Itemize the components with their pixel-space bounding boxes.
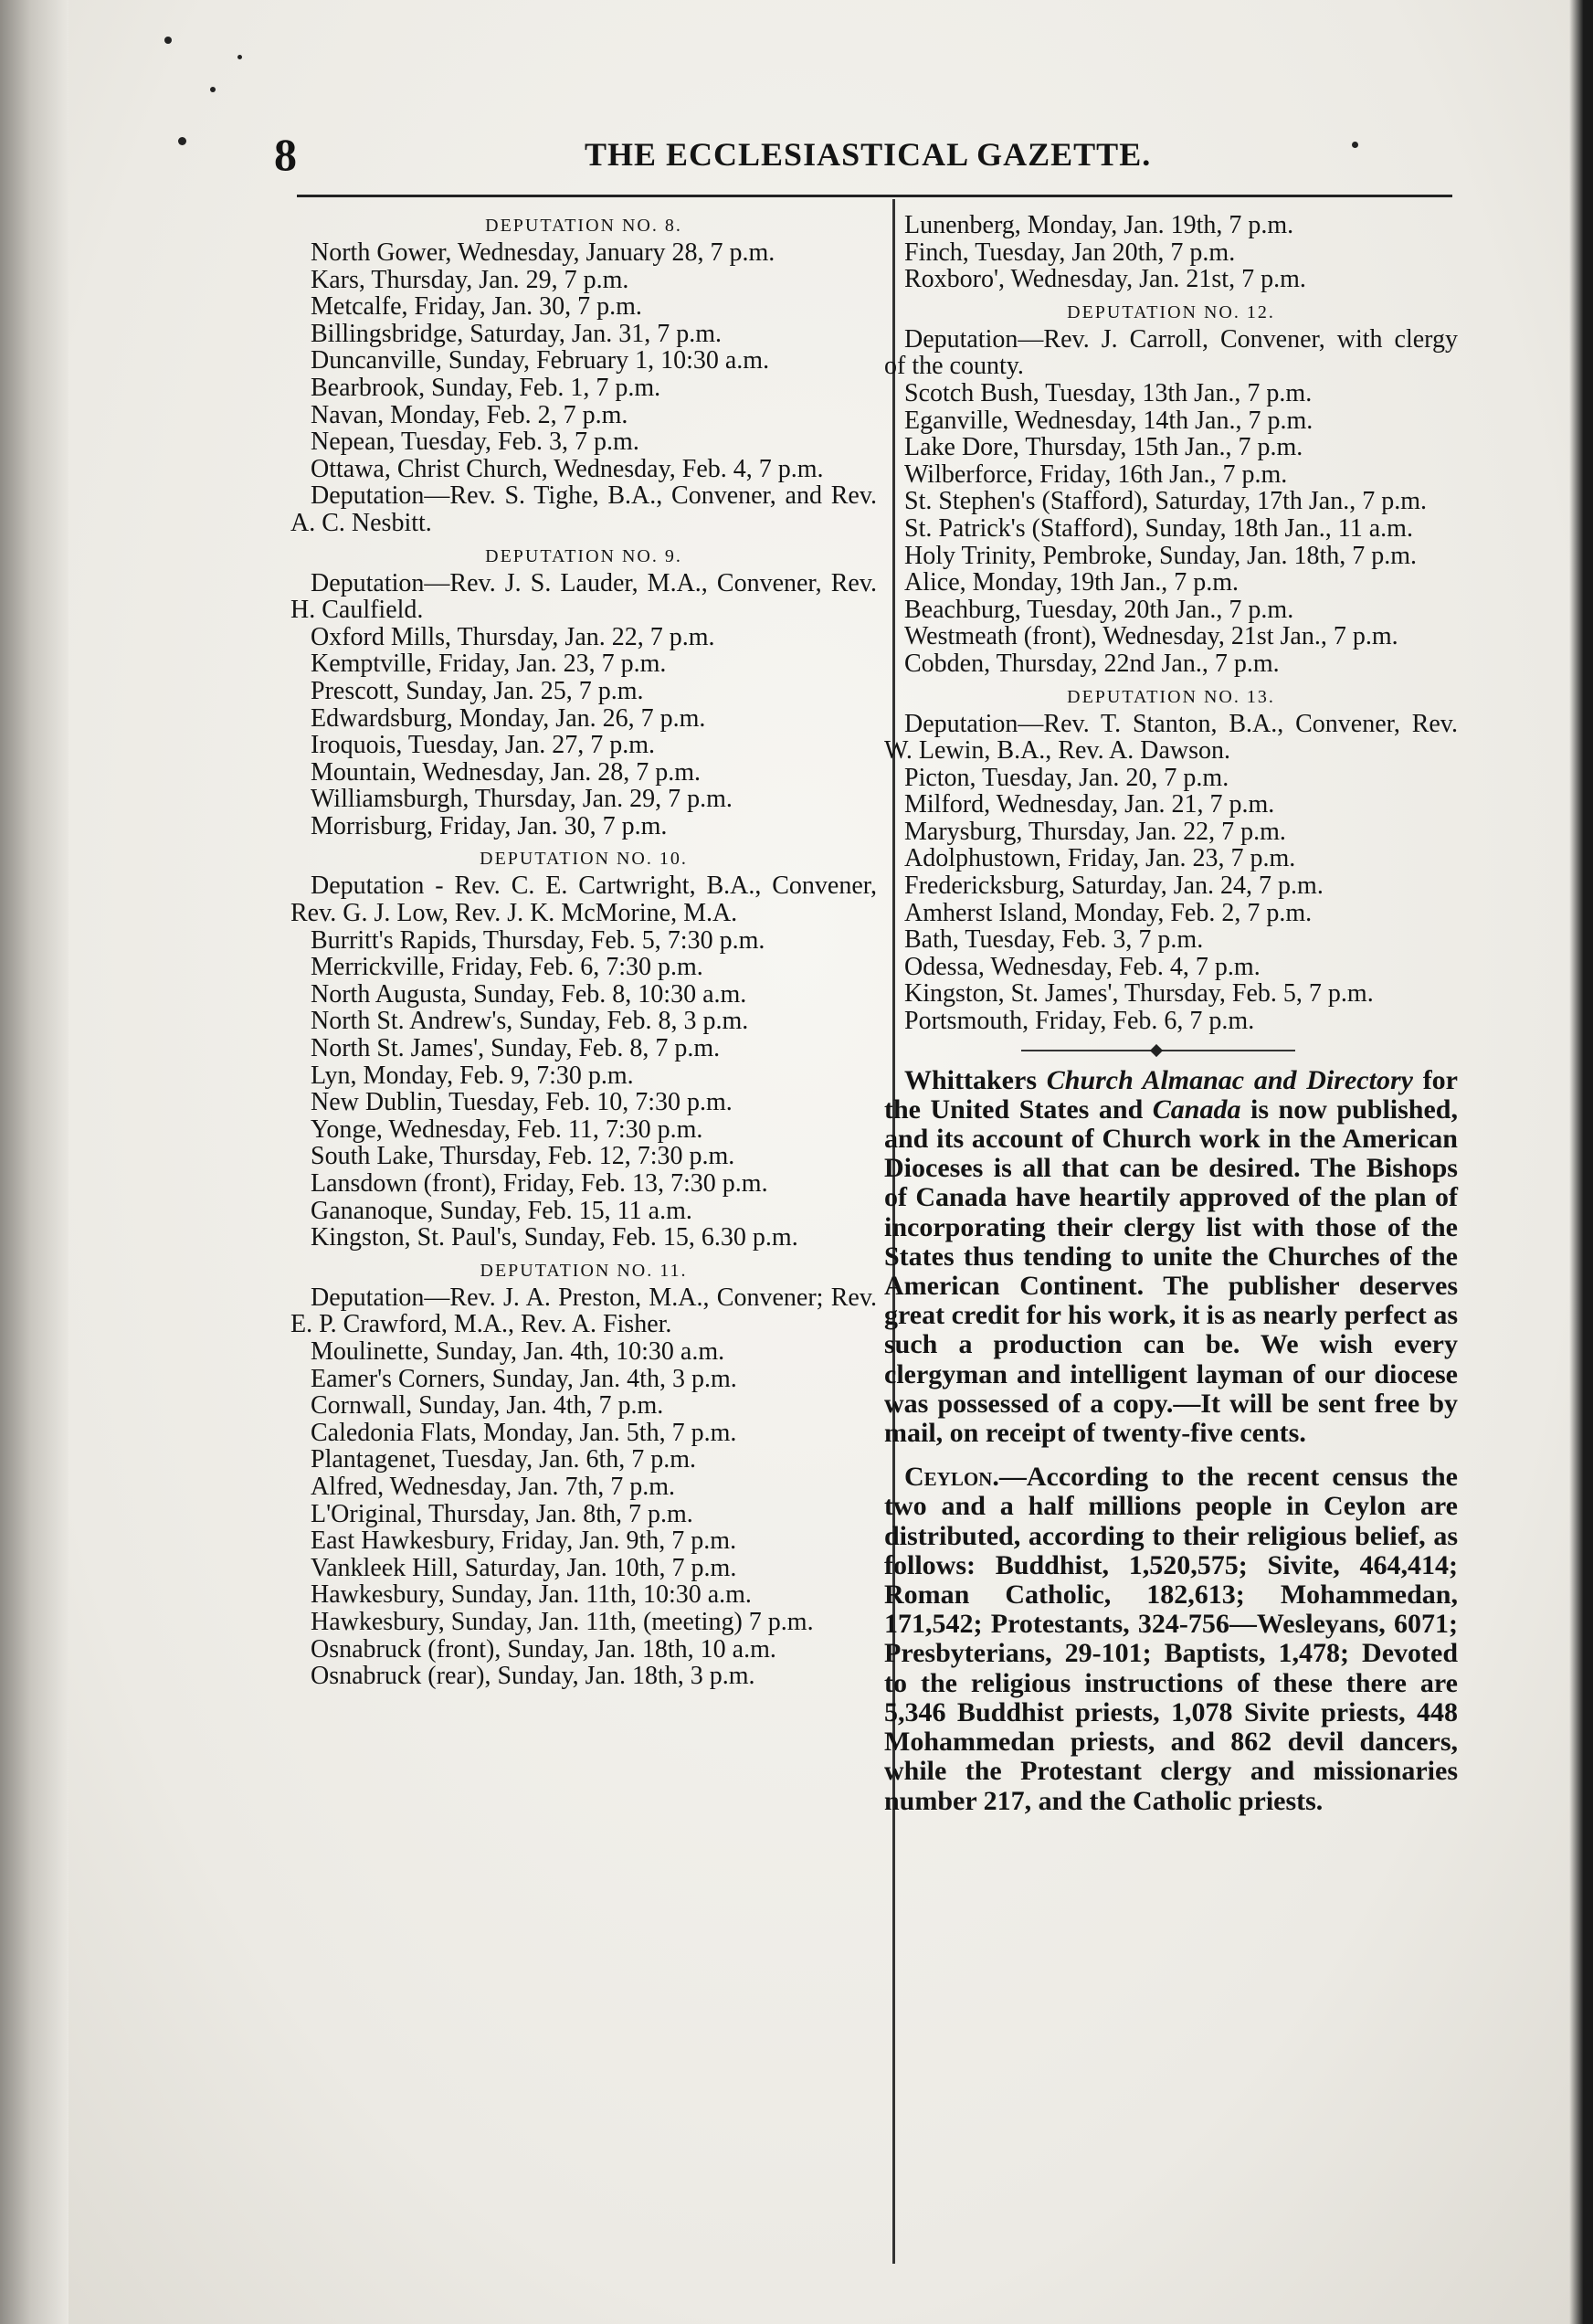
publication-title: THE ECCLESIASTICAL GAZETTE.	[585, 136, 1152, 173]
schedule-entry: Deputation - Rev. C. E. Cartwright, B.A., Convener, Rev. G. J. Low, Rev. J. K. McMorine, M.A.	[290, 872, 877, 928]
schedule-entry: Alice, Monday, 19th Jan., 7 p.m.	[904, 568, 1240, 597]
schedule-entry: Osnabruck (rear), Sunday, Jan. 18th, 3 p.m.	[311, 1662, 755, 1691]
header-rule	[297, 195, 1452, 197]
ceylon-lead: Ceylon.	[904, 1462, 999, 1493]
schedule-entry: Lunenberg, Monday, Jan. 19th, 7 p.m.	[904, 211, 1294, 239]
schedule-entry: New Dublin, Tuesday, Feb. 10, 7:30 p.m.	[311, 1088, 733, 1117]
schedule-entry: Lake Dore, Thursday, 15th Jan., 7 p.m.	[904, 433, 1303, 462]
ink-speck	[210, 87, 216, 92]
schedule-entry: North Augusta, Sunday, Feb. 8, 10:30 a.m.	[311, 979, 747, 1009]
schedule-entry: Metcalfe, Friday, Jan. 30, 7 p.m.	[311, 292, 642, 322]
schedule-entry: Yonge, Wednesday, Feb. 11, 7:30 p.m.	[311, 1114, 703, 1144]
schedule-entry: South Lake, Thursday, Feb. 12, 7:30 p.m.	[311, 1142, 735, 1171]
schedule-entry: Finch, Tuesday, Jan 20th, 7 p.m.	[904, 238, 1236, 267]
ink-speck	[178, 137, 186, 145]
schedule-entry: Mountain, Wednesday, Jan. 28, 7 p.m.	[311, 757, 702, 787]
schedule-entry: Cobden, Thursday, 22nd Jan., 7 p.m.	[904, 649, 1280, 678]
schedule-entry: Caledonia Flats, Monday, Jan. 5th, 7 p.m.	[311, 1418, 737, 1447]
schedule-entry: Deputation—Rev. T. Stanton, B.A., Convener, Rev. W. Lewin, B.A., Rev. A. Dawson.	[884, 709, 1458, 766]
schedule-entry: Scotch Bush, Tuesday, 13th Jan., 7 p.m.	[904, 378, 1313, 407]
schedule-entry: North St. James', Sunday, Feb. 8, 7 p.m.	[311, 1034, 721, 1063]
schedule-entry: Beachburg, Tuesday, 20th Jan., 7 p.m.	[904, 595, 1294, 624]
almanac-lead: Whittakers	[904, 1064, 1047, 1095]
schedule-entry: Moulinette, Sunday, Jan. 4th, 10:30 a.m.	[311, 1336, 725, 1366]
page-edge-shadow	[1569, 0, 1593, 2324]
schedule-entry: Picton, Tuesday, Jan. 20, 7 p.m.	[904, 763, 1229, 792]
almanac-body: is now published, and its account of Church work in the American Dioceses is all that can be desired. The Bishops of Canada have heartily approved of the plan of incorporating their clergy list with those of the States thus tending to unite the Churches of the American Continent. The publisher deserves great credit for his work, it is as nearly perfect as such a production can be. We wish every clergyman and intelligent layman of our diocese was possessed of a copy.—It will be sent free by mail, on receipt of twenty-five cents.	[884, 1093, 1458, 1449]
schedule-entry: Prescott, Sunday, Jan. 25, 7 p.m.	[311, 676, 644, 705]
schedule-entry: Williamsburgh, Thursday, Jan. 29, 7 p.m.	[311, 785, 733, 814]
schedule-entry: Gananoque, Sunday, Feb. 15, 11 a.m.	[311, 1196, 692, 1225]
ink-speck	[237, 55, 242, 59]
almanac-title: Church Almanac and Directory	[1046, 1064, 1413, 1095]
running-head	[274, 128, 1461, 183]
schedule-entry: Deputation—Rev. J. S. Lauder, M.A., Convener, Rev. H. Caulfield.	[290, 568, 877, 625]
ceylon-notice	[884, 1463, 1458, 1815]
almanac-notice	[884, 1066, 1458, 1449]
deputation-heading: DEPUTATION NO. 13.	[1067, 686, 1275, 707]
schedule-entry: Portsmouth, Friday, Feb. 6, 7 p.m.	[904, 1007, 1255, 1036]
schedule-entry: Amherst Island, Monday, Feb. 2, 7 p.m.	[904, 898, 1313, 927]
schedule-entry: Eamer's Corners, Sunday, Jan. 4th, 3 p.m.	[311, 1364, 737, 1393]
schedule-entry: Ottawa, Christ Church, Wednesday, Feb. 4, 7 p.m.	[311, 454, 824, 483]
schedule-entry: Deputation—Rev. J. A. Preston, M.A., Convener; Rev. E. P. Crawford, M.A., Rev. A. Fisher.	[290, 1283, 877, 1339]
schedule-entry: Osnabruck (front), Sunday, Jan. 18th, 10 a.m.	[311, 1634, 776, 1664]
almanac-part2: for the United States and	[884, 1064, 1458, 1125]
schedule-entry: Eganville, Wednesday, 14th Jan., 7 p.m.	[904, 406, 1313, 435]
schedule-entry: St. Stephen's (Stafford), Saturday, 17th Jan., 7 p.m.	[904, 487, 1427, 516]
deputation-heading: DEPUTATION NO. 12.	[1067, 301, 1275, 322]
schedule-entry: Lyn, Monday, Feb. 9, 7:30 p.m.	[311, 1061, 634, 1090]
right-column-schedule	[884, 212, 1458, 1035]
schedule-entry: Billingsbridge, Saturday, Jan. 31, 7 p.m.	[311, 319, 723, 348]
schedule-entry: Duncanville, Sunday, February 1, 10:30 a.m.	[311, 346, 770, 375]
schedule-entry: Burritt's Rapids, Thursday, Feb. 5, 7:30 p.m.	[311, 925, 765, 955]
schedule-entry: St. Patrick's (Stafford), Sunday, 18th Jan., 11 a.m.	[904, 513, 1413, 543]
schedule-entry: Westmeath (front), Wednesday, 21st Jan., 7 p.m.	[904, 622, 1398, 651]
right-column	[884, 212, 1458, 1816]
ink-speck	[164, 37, 172, 44]
schedule-entry: Nepean, Tuesday, Feb. 3, 7 p.m.	[311, 428, 639, 457]
page-number: 8	[274, 129, 297, 180]
deputation-heading: DEPUTATION NO. 9.	[485, 545, 682, 566]
schedule-entry: Odessa, Wednesday, Feb. 4, 7 p.m.	[904, 952, 1261, 981]
schedule-entry: Navan, Monday, Feb. 2, 7 p.m.	[311, 400, 628, 429]
schedule-entry: Merrickville, Friday, Feb. 6, 7:30 p.m.	[311, 953, 703, 982]
schedule-entry: Morrisburg, Friday, Jan. 30, 7 p.m.	[311, 811, 668, 840]
schedule-entry: Bearbrook, Sunday, Feb. 1, 7 p.m.	[311, 373, 661, 402]
schedule-entry: Kars, Thursday, Jan. 29, 7 p.m.	[311, 265, 629, 294]
ceylon-body: —According to the recent census the two and a half millions people in Ceylon are distributed, according to their religious belief, as follows: Buddhist, 1,520,575; Sivite, 464,414; Roman Catholic, 182,613; Mohammedan, 171,542; Protestants, 324-756—Wesleyans, 6071; Presbyterians, 29-101; Baptists, 1,478; Devoted to the religious instructions of these there are 5,346 Buddhist priests, 1,078 Sivite priests, 448 Mohammedan priests, and 862 devil dancers, while the Protestant clergy and missionaries number 217, and the Catholic priests.	[884, 1462, 1458, 1816]
deputation-heading: DEPUTATION NO. 10.	[480, 849, 688, 870]
schedule-entry: East Hawkesbury, Friday, Jan. 9th, 7 p.m.	[311, 1526, 737, 1556]
page-fold-shadow	[0, 0, 69, 2324]
schedule-entry: Fredericksburg, Saturday, Jan. 24, 7 p.m.	[904, 872, 1324, 901]
schedule-entry: Holy Trinity, Pembroke, Sunday, Jan. 18th, 7 p.m.	[904, 541, 1418, 570]
schedule-entry: Deputation—Rev. J. Carroll, Convener, with clergy of the county.	[884, 324, 1458, 381]
schedule-entry: Adolphustown, Friday, Jan. 23, 7 p.m.	[904, 844, 1296, 873]
schedule-entry: North St. Andrew's, Sunday, Feb. 8, 3 p.m.	[311, 1007, 749, 1036]
deputation-heading: DEPUTATION NO. 11.	[480, 1260, 688, 1281]
schedule-entry: Kingston, St. James', Thursday, Feb. 5, 7 p.m.	[904, 979, 1374, 1009]
schedule-entry: Plantagenet, Tuesday, Jan. 6th, 7 p.m.	[311, 1445, 697, 1474]
schedule-entry: Alfred, Wednesday, Jan. 7th, 7 p.m.	[311, 1472, 675, 1501]
left-column	[290, 212, 877, 1690]
schedule-entry: Wilberforce, Friday, 16th Jan., 7 p.m.	[904, 460, 1288, 489]
schedule-entry: Kemptville, Friday, Jan. 23, 7 p.m.	[311, 650, 667, 679]
schedule-entry: Cornwall, Sunday, Jan. 4th, 7 p.m.	[311, 1391, 664, 1421]
schedule-entry: Lansdown (front), Friday, Feb. 13, 7:30 p.m.	[311, 1169, 768, 1198]
schedule-entry: North Gower, Wednesday, January 28, 7 p.m.	[311, 238, 775, 267]
ink-speck	[1352, 142, 1358, 148]
schedule-entry: Milford, Wednesday, Jan. 21, 7 p.m.	[904, 790, 1275, 819]
schedule-entry: L'Original, Thursday, Jan. 8th, 7 p.m.	[311, 1499, 693, 1528]
section-divider	[884, 1042, 1458, 1059]
schedule-entry: Oxford Mills, Thursday, Jan. 22, 7 p.m.	[311, 622, 715, 651]
divider-ornament	[1150, 1044, 1163, 1057]
deputation-heading: DEPUTATION NO. 8.	[485, 216, 682, 236]
schedule-entry: Hawkesbury, Sunday, Jan. 11th, (meeting) 7 p.m.	[311, 1607, 814, 1636]
schedule-entry: Marysburg, Thursday, Jan. 22, 7 p.m.	[904, 817, 1286, 846]
almanac-canada: Canada	[1152, 1093, 1241, 1125]
schedule-entry: Kingston, St. Paul's, Sunday, Feb. 15, 6.30 p.m.	[311, 1223, 798, 1252]
schedule-entry: Deputation—Rev. S. Tighe, B.A., Convener, and Rev. A. C. Nesbitt.	[290, 481, 877, 537]
schedule-entry: Vankleek Hill, Saturday, Jan. 10th, 7 p.m.	[311, 1553, 737, 1582]
schedule-entry: Iroquois, Tuesday, Jan. 27, 7 p.m.	[311, 731, 655, 760]
schedule-entry: Hawkesbury, Sunday, Jan. 11th, 10:30 a.m.	[311, 1580, 752, 1610]
schedule-entry: Roxboro', Wednesday, Jan. 21st, 7 p.m.	[904, 265, 1306, 294]
schedule-entry: Bath, Tuesday, Feb. 3, 7 p.m.	[904, 925, 1204, 955]
schedule-entry: Edwardsburg, Monday, Jan. 26, 7 p.m.	[311, 703, 706, 733]
